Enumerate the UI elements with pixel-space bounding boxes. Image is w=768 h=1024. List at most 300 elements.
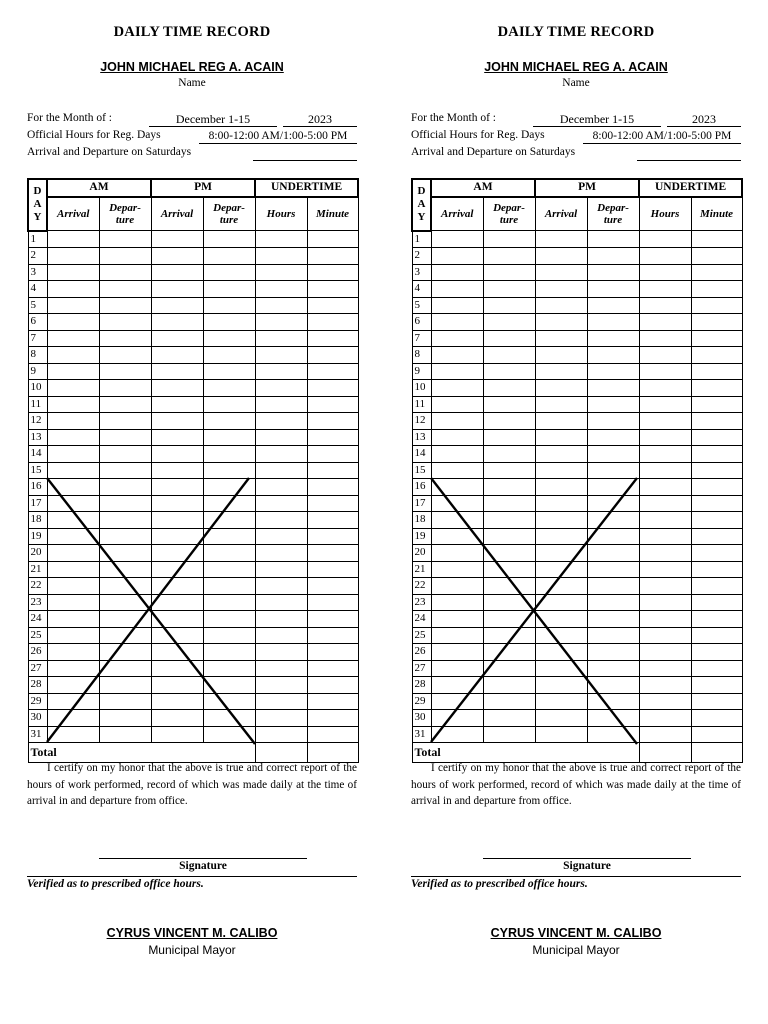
pm-departure-cell[interactable]: [203, 627, 255, 644]
am-departure-cell[interactable]: [483, 594, 535, 611]
pm-departure-cell[interactable]: [587, 363, 639, 380]
pm-departure-cell[interactable]: [203, 710, 255, 727]
undertime-hours-cell[interactable]: [255, 429, 307, 446]
am-departure-cell[interactable]: [99, 347, 151, 364]
pm-arrival-cell[interactable]: [535, 396, 587, 413]
pm-arrival-cell[interactable]: [151, 462, 203, 479]
am-departure-cell[interactable]: [483, 611, 535, 628]
undertime-hours-cell[interactable]: [255, 264, 307, 281]
undertime-hours-cell[interactable]: [255, 644, 307, 661]
am-arrival-cell[interactable]: [431, 380, 483, 397]
undertime-hours-cell[interactable]: [639, 578, 691, 595]
am-arrival-cell[interactable]: [431, 429, 483, 446]
undertime-minute-cell[interactable]: [307, 479, 358, 496]
undertime-minute-cell[interactable]: [307, 297, 358, 314]
am-arrival-cell[interactable]: [431, 512, 483, 529]
undertime-hours-cell[interactable]: [255, 594, 307, 611]
pm-arrival-cell[interactable]: [151, 347, 203, 364]
undertime-hours-cell[interactable]: [639, 660, 691, 677]
undertime-minute-cell[interactable]: [307, 264, 358, 281]
undertime-hours-cell[interactable]: [639, 512, 691, 529]
pm-departure-cell[interactable]: [203, 248, 255, 265]
pm-departure-cell[interactable]: [203, 693, 255, 710]
am-arrival-cell[interactable]: [47, 446, 99, 463]
am-departure-cell[interactable]: [99, 495, 151, 512]
pm-arrival-cell[interactable]: [151, 281, 203, 298]
pm-departure-cell[interactable]: [587, 611, 639, 628]
am-departure-cell[interactable]: [483, 248, 535, 265]
pm-departure-cell[interactable]: [587, 429, 639, 446]
am-arrival-cell[interactable]: [47, 347, 99, 364]
undertime-hours-cell[interactable]: [255, 627, 307, 644]
undertime-minute-cell[interactable]: [307, 281, 358, 298]
undertime-minute-cell[interactable]: [307, 677, 358, 694]
am-departure-cell[interactable]: [99, 413, 151, 430]
am-departure-cell[interactable]: [99, 429, 151, 446]
pm-arrival-cell[interactable]: [535, 677, 587, 694]
undertime-minute-cell[interactable]: [691, 231, 742, 248]
am-departure-cell[interactable]: [99, 297, 151, 314]
undertime-hours-cell[interactable]: [639, 446, 691, 463]
am-arrival-cell[interactable]: [47, 561, 99, 578]
am-departure-cell[interactable]: [483, 330, 535, 347]
am-departure-cell[interactable]: [483, 479, 535, 496]
am-arrival-cell[interactable]: [431, 446, 483, 463]
pm-arrival-cell[interactable]: [151, 644, 203, 661]
undertime-minute-cell[interactable]: [691, 726, 742, 743]
pm-departure-cell[interactable]: [203, 644, 255, 661]
undertime-hours-cell[interactable]: [255, 314, 307, 331]
hours-field[interactable]: 8:00-12:00 AM/1:00-5:00 PM: [199, 129, 357, 144]
am-arrival-cell[interactable]: [47, 611, 99, 628]
am-departure-cell[interactable]: [99, 528, 151, 545]
pm-departure-cell[interactable]: [203, 594, 255, 611]
am-departure-cell[interactable]: [99, 281, 151, 298]
pm-departure-cell[interactable]: [203, 297, 255, 314]
pm-departure-cell[interactable]: [203, 611, 255, 628]
undertime-hours-cell[interactable]: [255, 512, 307, 529]
undertime-minute-cell[interactable]: [691, 495, 742, 512]
pm-arrival-cell[interactable]: [535, 446, 587, 463]
undertime-minute-cell[interactable]: [307, 693, 358, 710]
undertime-hours-cell[interactable]: [255, 710, 307, 727]
pm-arrival-cell[interactable]: [151, 479, 203, 496]
am-departure-cell[interactable]: [99, 380, 151, 397]
undertime-minute-cell[interactable]: [691, 446, 742, 463]
undertime-minute-cell[interactable]: [691, 330, 742, 347]
am-departure-cell[interactable]: [483, 644, 535, 661]
pm-arrival-cell[interactable]: [535, 528, 587, 545]
am-arrival-cell[interactable]: [431, 495, 483, 512]
pm-arrival-cell[interactable]: [151, 627, 203, 644]
am-departure-cell[interactable]: [483, 710, 535, 727]
undertime-hours-cell[interactable]: [255, 479, 307, 496]
am-departure-cell[interactable]: [99, 677, 151, 694]
undertime-hours-cell[interactable]: [255, 281, 307, 298]
pm-arrival-cell[interactable]: [535, 693, 587, 710]
undertime-hours-cell[interactable]: [255, 578, 307, 595]
undertime-hours-cell[interactable]: [639, 644, 691, 661]
am-arrival-cell[interactable]: [431, 561, 483, 578]
pm-departure-cell[interactable]: [587, 396, 639, 413]
am-departure-cell[interactable]: [483, 561, 535, 578]
pm-arrival-cell[interactable]: [151, 693, 203, 710]
pm-arrival-cell[interactable]: [151, 726, 203, 743]
pm-arrival-cell[interactable]: [151, 495, 203, 512]
undertime-hours-cell[interactable]: [255, 330, 307, 347]
am-arrival-cell[interactable]: [431, 347, 483, 364]
undertime-hours-cell[interactable]: [255, 231, 307, 248]
pm-departure-cell[interactable]: [587, 380, 639, 397]
am-arrival-cell[interactable]: [47, 363, 99, 380]
am-arrival-cell[interactable]: [47, 545, 99, 562]
undertime-hours-cell[interactable]: [639, 413, 691, 430]
pm-departure-cell[interactable]: [203, 413, 255, 430]
pm-departure-cell[interactable]: [203, 578, 255, 595]
pm-departure-cell[interactable]: [203, 380, 255, 397]
pm-departure-cell[interactable]: [587, 281, 639, 298]
pm-departure-cell[interactable]: [203, 231, 255, 248]
am-arrival-cell[interactable]: [431, 264, 483, 281]
pm-departure-cell[interactable]: [203, 446, 255, 463]
pm-arrival-cell[interactable]: [535, 380, 587, 397]
hours-field[interactable]: 8:00-12:00 AM/1:00-5:00 PM: [583, 129, 741, 144]
undertime-hours-cell[interactable]: [255, 693, 307, 710]
am-departure-cell[interactable]: [483, 281, 535, 298]
undertime-hours-cell[interactable]: [255, 297, 307, 314]
undertime-minute-cell[interactable]: [691, 314, 742, 331]
pm-arrival-cell[interactable]: [151, 594, 203, 611]
pm-arrival-cell[interactable]: [535, 710, 587, 727]
pm-departure-cell[interactable]: [587, 231, 639, 248]
am-departure-cell[interactable]: [99, 231, 151, 248]
am-arrival-cell[interactable]: [47, 528, 99, 545]
undertime-minute-cell[interactable]: [307, 495, 358, 512]
am-arrival-cell[interactable]: [431, 710, 483, 727]
undertime-minute-cell[interactable]: [307, 396, 358, 413]
pm-departure-cell[interactable]: [203, 429, 255, 446]
am-departure-cell[interactable]: [99, 396, 151, 413]
undertime-minute-cell[interactable]: [691, 380, 742, 397]
undertime-minute-cell[interactable]: [307, 644, 358, 661]
undertime-hours-cell[interactable]: [255, 363, 307, 380]
am-arrival-cell[interactable]: [47, 578, 99, 595]
pm-departure-cell[interactable]: [587, 314, 639, 331]
undertime-hours-cell[interactable]: [639, 347, 691, 364]
year-field[interactable]: 2023: [667, 112, 741, 127]
pm-arrival-cell[interactable]: [535, 330, 587, 347]
undertime-minute-cell[interactable]: [691, 545, 742, 562]
am-departure-cell[interactable]: [483, 726, 535, 743]
undertime-minute-cell[interactable]: [691, 347, 742, 364]
pm-departure-cell[interactable]: [587, 297, 639, 314]
undertime-minute-cell[interactable]: [307, 446, 358, 463]
pm-departure-cell[interactable]: [203, 660, 255, 677]
am-departure-cell[interactable]: [99, 710, 151, 727]
undertime-minute-cell[interactable]: [307, 363, 358, 380]
undertime-minute-cell[interactable]: [691, 479, 742, 496]
undertime-minute-cell[interactable]: [307, 429, 358, 446]
undertime-minute-cell[interactable]: [691, 396, 742, 413]
pm-departure-cell[interactable]: [203, 264, 255, 281]
pm-arrival-cell[interactable]: [535, 363, 587, 380]
pm-arrival-cell[interactable]: [151, 528, 203, 545]
am-departure-cell[interactable]: [483, 314, 535, 331]
undertime-minute-cell[interactable]: [307, 231, 358, 248]
pm-arrival-cell[interactable]: [535, 512, 587, 529]
am-departure-cell[interactable]: [99, 726, 151, 743]
undertime-minute-cell[interactable]: [691, 677, 742, 694]
am-departure-cell[interactable]: [99, 611, 151, 628]
undertime-minute-cell[interactable]: [307, 347, 358, 364]
am-arrival-cell[interactable]: [47, 297, 99, 314]
pm-arrival-cell[interactable]: [535, 479, 587, 496]
am-arrival-cell[interactable]: [47, 594, 99, 611]
am-departure-cell[interactable]: [483, 660, 535, 677]
am-departure-cell[interactable]: [483, 545, 535, 562]
undertime-hours-cell[interactable]: [639, 611, 691, 628]
am-departure-cell[interactable]: [483, 446, 535, 463]
undertime-hours-cell[interactable]: [639, 726, 691, 743]
pm-arrival-cell[interactable]: [151, 660, 203, 677]
undertime-minute-cell[interactable]: [691, 413, 742, 430]
am-departure-cell[interactable]: [99, 462, 151, 479]
pm-arrival-cell[interactable]: [535, 281, 587, 298]
pm-arrival-cell[interactable]: [535, 231, 587, 248]
undertime-hours-cell[interactable]: [255, 561, 307, 578]
pm-arrival-cell[interactable]: [151, 231, 203, 248]
pm-arrival-cell[interactable]: [535, 248, 587, 265]
pm-arrival-cell[interactable]: [151, 578, 203, 595]
am-departure-cell[interactable]: [483, 495, 535, 512]
pm-departure-cell[interactable]: [587, 660, 639, 677]
undertime-minute-cell[interactable]: [307, 611, 358, 628]
am-arrival-cell[interactable]: [47, 677, 99, 694]
am-arrival-cell[interactable]: [47, 231, 99, 248]
pm-departure-cell[interactable]: [587, 446, 639, 463]
undertime-hours-cell[interactable]: [639, 231, 691, 248]
am-arrival-cell[interactable]: [431, 693, 483, 710]
am-arrival-cell[interactable]: [47, 413, 99, 430]
am-arrival-cell[interactable]: [431, 644, 483, 661]
undertime-hours-cell[interactable]: [639, 380, 691, 397]
am-departure-cell[interactable]: [483, 429, 535, 446]
pm-arrival-cell[interactable]: [151, 677, 203, 694]
am-departure-cell[interactable]: [483, 231, 535, 248]
am-departure-cell[interactable]: [99, 512, 151, 529]
undertime-minute-cell[interactable]: [691, 594, 742, 611]
am-departure-cell[interactable]: [483, 528, 535, 545]
pm-departure-cell[interactable]: [587, 627, 639, 644]
am-arrival-cell[interactable]: [431, 314, 483, 331]
am-arrival-cell[interactable]: [47, 330, 99, 347]
undertime-hours-cell[interactable]: [255, 413, 307, 430]
pm-departure-cell[interactable]: [203, 281, 255, 298]
pm-arrival-cell[interactable]: [151, 446, 203, 463]
undertime-hours-cell[interactable]: [639, 330, 691, 347]
undertime-minute-cell[interactable]: [691, 644, 742, 661]
undertime-minute-cell[interactable]: [691, 710, 742, 727]
am-arrival-cell[interactable]: [47, 512, 99, 529]
am-departure-cell[interactable]: [99, 561, 151, 578]
undertime-hours-cell[interactable]: [255, 495, 307, 512]
undertime-hours-cell[interactable]: [639, 528, 691, 545]
undertime-minute-cell[interactable]: [307, 578, 358, 595]
undertime-hours-cell[interactable]: [639, 314, 691, 331]
undertime-minute-cell[interactable]: [307, 710, 358, 727]
undertime-hours-cell[interactable]: [255, 726, 307, 743]
pm-arrival-cell[interactable]: [151, 561, 203, 578]
pm-departure-cell[interactable]: [587, 677, 639, 694]
pm-departure-cell[interactable]: [587, 248, 639, 265]
pm-arrival-cell[interactable]: [535, 429, 587, 446]
undertime-minute-cell[interactable]: [307, 330, 358, 347]
undertime-minute-cell[interactable]: [691, 363, 742, 380]
pm-arrival-cell[interactable]: [535, 627, 587, 644]
am-departure-cell[interactable]: [483, 363, 535, 380]
am-arrival-cell[interactable]: [47, 627, 99, 644]
pm-arrival-cell[interactable]: [151, 512, 203, 529]
am-departure-cell[interactable]: [99, 627, 151, 644]
pm-arrival-cell[interactable]: [151, 363, 203, 380]
pm-departure-cell[interactable]: [587, 726, 639, 743]
am-departure-cell[interactable]: [483, 627, 535, 644]
am-arrival-cell[interactable]: [431, 726, 483, 743]
am-arrival-cell[interactable]: [431, 660, 483, 677]
undertime-minute-cell[interactable]: [307, 248, 358, 265]
undertime-minute-cell[interactable]: [307, 512, 358, 529]
undertime-hours-cell[interactable]: [639, 264, 691, 281]
pm-arrival-cell[interactable]: [535, 347, 587, 364]
pm-departure-cell[interactable]: [203, 512, 255, 529]
month-field[interactable]: December 1-15: [149, 112, 277, 127]
pm-arrival-cell[interactable]: [151, 248, 203, 265]
pm-arrival-cell[interactable]: [535, 264, 587, 281]
undertime-hours-cell[interactable]: [639, 479, 691, 496]
undertime-hours-cell[interactable]: [255, 611, 307, 628]
pm-departure-cell[interactable]: [587, 512, 639, 529]
undertime-minute-cell[interactable]: [691, 512, 742, 529]
am-arrival-cell[interactable]: [431, 396, 483, 413]
am-departure-cell[interactable]: [99, 314, 151, 331]
am-arrival-cell[interactable]: [47, 429, 99, 446]
undertime-minute-cell[interactable]: [307, 314, 358, 331]
am-departure-cell[interactable]: [483, 512, 535, 529]
am-arrival-cell[interactable]: [47, 380, 99, 397]
am-arrival-cell[interactable]: [47, 710, 99, 727]
pm-arrival-cell[interactable]: [535, 660, 587, 677]
pm-arrival-cell[interactable]: [151, 380, 203, 397]
pm-departure-cell[interactable]: [203, 545, 255, 562]
year-field[interactable]: 2023: [283, 112, 357, 127]
am-departure-cell[interactable]: [99, 446, 151, 463]
pm-departure-cell[interactable]: [587, 347, 639, 364]
am-departure-cell[interactable]: [483, 396, 535, 413]
pm-arrival-cell[interactable]: [151, 396, 203, 413]
undertime-minute-cell[interactable]: [307, 528, 358, 545]
saturday-field[interactable]: [637, 146, 741, 161]
am-departure-cell[interactable]: [483, 578, 535, 595]
pm-departure-cell[interactable]: [587, 330, 639, 347]
pm-arrival-cell[interactable]: [535, 644, 587, 661]
pm-departure-cell[interactable]: [587, 495, 639, 512]
am-arrival-cell[interactable]: [431, 479, 483, 496]
am-arrival-cell[interactable]: [431, 611, 483, 628]
am-arrival-cell[interactable]: [47, 396, 99, 413]
undertime-minute-cell[interactable]: [691, 462, 742, 479]
pm-departure-cell[interactable]: [203, 479, 255, 496]
pm-departure-cell[interactable]: [203, 396, 255, 413]
am-departure-cell[interactable]: [483, 264, 535, 281]
pm-departure-cell[interactable]: [587, 578, 639, 595]
undertime-hours-cell[interactable]: [639, 248, 691, 265]
am-arrival-cell[interactable]: [431, 627, 483, 644]
saturday-field[interactable]: [253, 146, 357, 161]
pm-arrival-cell[interactable]: [535, 495, 587, 512]
undertime-hours-cell[interactable]: [639, 281, 691, 298]
am-arrival-cell[interactable]: [431, 462, 483, 479]
pm-arrival-cell[interactable]: [535, 611, 587, 628]
am-departure-cell[interactable]: [483, 413, 535, 430]
pm-departure-cell[interactable]: [203, 363, 255, 380]
undertime-hours-cell[interactable]: [255, 396, 307, 413]
am-arrival-cell[interactable]: [431, 231, 483, 248]
am-arrival-cell[interactable]: [47, 495, 99, 512]
am-departure-cell[interactable]: [99, 644, 151, 661]
pm-departure-cell[interactable]: [203, 330, 255, 347]
undertime-minute-cell[interactable]: [691, 281, 742, 298]
undertime-minute-cell[interactable]: [307, 462, 358, 479]
pm-departure-cell[interactable]: [203, 462, 255, 479]
undertime-hours-cell[interactable]: [639, 396, 691, 413]
am-departure-cell[interactable]: [483, 693, 535, 710]
am-arrival-cell[interactable]: [431, 363, 483, 380]
am-departure-cell[interactable]: [99, 545, 151, 562]
undertime-hours-cell[interactable]: [639, 297, 691, 314]
pm-arrival-cell[interactable]: [535, 545, 587, 562]
am-arrival-cell[interactable]: [431, 413, 483, 430]
am-departure-cell[interactable]: [99, 594, 151, 611]
undertime-minute-cell[interactable]: [307, 413, 358, 430]
undertime-hours-cell[interactable]: [255, 446, 307, 463]
am-departure-cell[interactable]: [99, 660, 151, 677]
pm-departure-cell[interactable]: [203, 677, 255, 694]
undertime-minute-cell[interactable]: [691, 429, 742, 446]
undertime-hours-cell[interactable]: [639, 677, 691, 694]
pm-arrival-cell[interactable]: [535, 297, 587, 314]
pm-departure-cell[interactable]: [203, 347, 255, 364]
pm-departure-cell[interactable]: [587, 561, 639, 578]
am-departure-cell[interactable]: [99, 578, 151, 595]
am-arrival-cell[interactable]: [431, 578, 483, 595]
am-departure-cell[interactable]: [483, 297, 535, 314]
pm-arrival-cell[interactable]: [151, 611, 203, 628]
pm-departure-cell[interactable]: [203, 528, 255, 545]
undertime-hours-cell[interactable]: [639, 594, 691, 611]
am-departure-cell[interactable]: [99, 693, 151, 710]
am-arrival-cell[interactable]: [431, 677, 483, 694]
undertime-hours-cell[interactable]: [255, 380, 307, 397]
pm-arrival-cell[interactable]: [535, 561, 587, 578]
pm-arrival-cell[interactable]: [151, 429, 203, 446]
am-arrival-cell[interactable]: [47, 248, 99, 265]
undertime-hours-cell[interactable]: [255, 347, 307, 364]
pm-arrival-cell[interactable]: [535, 462, 587, 479]
pm-arrival-cell[interactable]: [535, 413, 587, 430]
pm-arrival-cell[interactable]: [151, 314, 203, 331]
am-arrival-cell[interactable]: [47, 314, 99, 331]
am-arrival-cell[interactable]: [47, 660, 99, 677]
